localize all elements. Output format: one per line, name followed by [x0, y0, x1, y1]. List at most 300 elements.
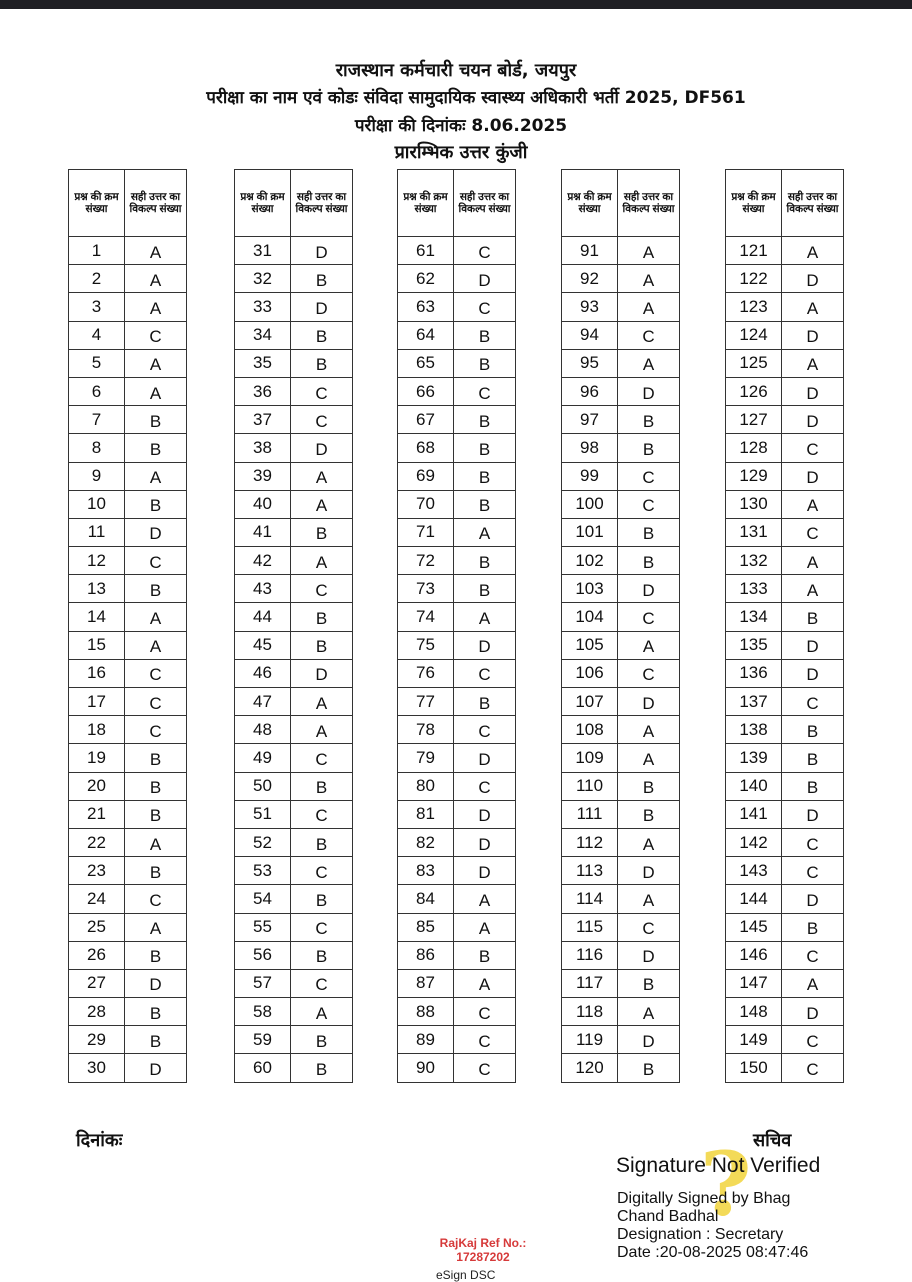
- correct-answer: [618, 293, 680, 321]
- question-number: 129: [726, 462, 782, 490]
- question-number: 20: [69, 772, 125, 800]
- question-number: 17: [69, 688, 125, 716]
- question-number: 96: [562, 377, 618, 405]
- question-number: 136: [726, 659, 782, 687]
- question-number: 92: [562, 265, 618, 293]
- correct-answer: [454, 293, 516, 321]
- question-number: 108: [562, 716, 618, 744]
- question-number: 131: [726, 518, 782, 546]
- correct-answer: [618, 969, 680, 997]
- answer-option: D: [806, 806, 819, 826]
- answer-option: B: [642, 1060, 655, 1080]
- exam-name-code: परीक्षा का नाम एवं कोडः संविदा सामुदायिक स्वास्थ्य अधिकारी भर्ती 2025, DF561: [206, 88, 746, 108]
- answer-option: C: [642, 496, 655, 516]
- table-row: [562, 631, 680, 659]
- correct-answer: [618, 434, 680, 462]
- answer-option: C: [478, 1003, 491, 1023]
- correct-answer: [454, 265, 516, 293]
- question-number: 133: [726, 575, 782, 603]
- question-number: 113: [562, 857, 618, 885]
- question-number: 16: [69, 659, 125, 687]
- correct-answer: [618, 237, 680, 265]
- table-row: [69, 349, 187, 377]
- question-number: 86: [398, 941, 454, 969]
- table-row: [235, 688, 353, 716]
- correct-answer: [291, 828, 353, 856]
- table-row: [562, 265, 680, 293]
- correct-answer: [454, 998, 516, 1026]
- table-row: [726, 772, 844, 800]
- table-row: [398, 941, 516, 969]
- answer-option: C: [315, 383, 328, 403]
- correct-answer: [618, 518, 680, 546]
- answer-option: A: [642, 242, 655, 262]
- question-number: 61: [398, 237, 454, 265]
- question-number: 54: [235, 885, 291, 913]
- question-number: 125: [726, 349, 782, 377]
- correct-answer: [618, 462, 680, 490]
- answer-table-4: [561, 169, 680, 1083]
- correct-answer: [291, 998, 353, 1026]
- correct-answer: [782, 293, 844, 321]
- question-number: 85: [398, 913, 454, 941]
- answer-option: C: [642, 919, 655, 939]
- table-row: [726, 518, 844, 546]
- table-row: [398, 406, 516, 434]
- correct-answer: [291, 349, 353, 377]
- question-number: 31: [235, 237, 291, 265]
- correct-answer: [618, 321, 680, 349]
- answer-option: B: [315, 1031, 328, 1051]
- question-number: 51: [235, 800, 291, 828]
- answer-option: B: [478, 580, 491, 600]
- question-number: 126: [726, 377, 782, 405]
- answer-option: D: [478, 834, 491, 854]
- correct-answer: [454, 237, 516, 265]
- answer-option: C: [149, 552, 162, 572]
- correct-answer: [291, 631, 353, 659]
- table-row: [726, 1054, 844, 1082]
- question-number: 134: [726, 603, 782, 631]
- table-row: [69, 885, 187, 913]
- question-number: 37: [235, 406, 291, 434]
- question-number: 12: [69, 547, 125, 575]
- question-number: 9: [69, 462, 125, 490]
- answer-option: D: [478, 749, 491, 769]
- correct-answer: [782, 406, 844, 434]
- correct-answer: [291, 772, 353, 800]
- question-number: 148: [726, 998, 782, 1026]
- question-number: 55: [235, 913, 291, 941]
- table-row: [726, 547, 844, 575]
- question-number: 117: [562, 969, 618, 997]
- answer-option: A: [642, 721, 655, 741]
- question-number: 23: [69, 857, 125, 885]
- table-row: [726, 603, 844, 631]
- question-number: 144: [726, 885, 782, 913]
- correct-answer: [454, 321, 516, 349]
- answer-option: C: [478, 383, 491, 403]
- table-row: [726, 688, 844, 716]
- answer-option: B: [149, 439, 162, 459]
- table-row: [726, 575, 844, 603]
- correct-answer: [782, 716, 844, 744]
- answer-option: C: [478, 778, 491, 798]
- answer-option: B: [315, 834, 328, 854]
- answer-option: B: [478, 947, 491, 967]
- table-row: [398, 377, 516, 405]
- correct-answer: [454, 349, 516, 377]
- table-row: [726, 998, 844, 1026]
- question-number: 36: [235, 377, 291, 405]
- exam-date: परीक्षा की दिनांकः 8.06.2025: [354, 116, 568, 136]
- correct-answer: [618, 913, 680, 941]
- table-row: [562, 800, 680, 828]
- table-row: [69, 800, 187, 828]
- answer-option: D: [315, 665, 328, 685]
- correct-answer: [618, 1054, 680, 1082]
- table-row: [398, 1054, 516, 1082]
- correct-answer: [125, 744, 187, 772]
- answer-option: D: [806, 327, 819, 347]
- question-number: 62: [398, 265, 454, 293]
- correct-answer: [618, 349, 680, 377]
- correct-answer: [782, 462, 844, 490]
- correct-answer: [291, 800, 353, 828]
- question-number: 107: [562, 688, 618, 716]
- answer-option: C: [149, 721, 162, 741]
- table-row: [726, 406, 844, 434]
- answer-option: D: [149, 1060, 162, 1080]
- answer-option: A: [806, 580, 819, 600]
- correct-answer: [782, 913, 844, 941]
- correct-answer: [782, 631, 844, 659]
- table-row: [235, 321, 353, 349]
- answer-option: B: [478, 552, 491, 572]
- signed-by-line-2: Chand Badhal: [617, 1208, 719, 1225]
- question-number: 106: [562, 659, 618, 687]
- table-row: [69, 237, 187, 265]
- question-number: 77: [398, 688, 454, 716]
- question-number: 59: [235, 1026, 291, 1054]
- answer-option: B: [806, 609, 819, 629]
- answer-option: C: [642, 327, 655, 347]
- question-number: 3: [69, 293, 125, 321]
- table-row: [726, 969, 844, 997]
- answer-option: A: [149, 298, 162, 318]
- table-row: [69, 575, 187, 603]
- answer-option: D: [149, 524, 162, 544]
- answer-option: D: [642, 862, 655, 882]
- question-number: 25: [69, 913, 125, 941]
- correct-answer: [618, 547, 680, 575]
- question-number: 90: [398, 1054, 454, 1082]
- answer-option: A: [315, 496, 328, 516]
- answer-option: A: [315, 552, 328, 572]
- table-row: [562, 237, 680, 265]
- correct-answer: [125, 434, 187, 462]
- table-row: [398, 434, 516, 462]
- designation: Designation : Secretary: [617, 1226, 784, 1243]
- table-row: [726, 913, 844, 941]
- table-row: [69, 688, 187, 716]
- table-row: [726, 800, 844, 828]
- answer-key-title: प्रारम्भिक उत्तर कुंजी: [394, 142, 528, 163]
- table-row: [398, 885, 516, 913]
- question-number: 69: [398, 462, 454, 490]
- table-row: [235, 998, 353, 1026]
- signature-status: Signature Not Verified: [616, 1154, 821, 1177]
- correct-answer: [291, 237, 353, 265]
- correct-answer: [454, 688, 516, 716]
- table-row: [562, 885, 680, 913]
- correct-answer: [454, 885, 516, 913]
- question-number: 102: [562, 547, 618, 575]
- correct-answer: [125, 998, 187, 1026]
- correct-answer: [618, 575, 680, 603]
- question-number: 146: [726, 941, 782, 969]
- answer-option: B: [642, 778, 655, 798]
- question-number: 121: [726, 237, 782, 265]
- question-number: 34: [235, 321, 291, 349]
- table-row: [398, 321, 516, 349]
- question-number: 53: [235, 857, 291, 885]
- table-row: [235, 575, 353, 603]
- table-row: [398, 349, 516, 377]
- answer-option: D: [806, 411, 819, 431]
- ref-label: RajKaj Ref No.:: [439, 1236, 527, 1250]
- answer-option: C: [806, 693, 819, 713]
- correct-answer: [618, 772, 680, 800]
- correct-answer: [291, 434, 353, 462]
- answer-option: A: [149, 383, 162, 403]
- answer-option: C: [315, 580, 328, 600]
- correct-answer: [454, 406, 516, 434]
- correct-answer: [291, 377, 353, 405]
- answer-option: B: [642, 975, 655, 995]
- answer-option: A: [806, 552, 819, 572]
- question-number: 103: [562, 575, 618, 603]
- correct-answer: [782, 998, 844, 1026]
- table-row: [726, 828, 844, 856]
- answer-option: B: [149, 580, 162, 600]
- answer-option: C: [478, 298, 491, 318]
- correct-answer: [291, 941, 353, 969]
- correct-answer: [782, 518, 844, 546]
- table-row: [398, 772, 516, 800]
- correct-answer: [291, 321, 353, 349]
- signed-by-line-1: Digitally Signed by Bhag: [617, 1190, 791, 1207]
- table-row: [726, 1026, 844, 1054]
- question-number: 95: [562, 349, 618, 377]
- question-number: 27: [69, 969, 125, 997]
- question-number: 65: [398, 349, 454, 377]
- table-row: [398, 716, 516, 744]
- correct-answer: [125, 490, 187, 518]
- question-number: 89: [398, 1026, 454, 1054]
- answer-option: B: [149, 947, 162, 967]
- question-number: 6: [69, 377, 125, 405]
- correct-answer: [454, 575, 516, 603]
- question-number: 114: [562, 885, 618, 913]
- correct-answer-header: सही उत्तर का विकल्प संख्या: [291, 170, 353, 237]
- answer-option: A: [315, 468, 328, 488]
- question-number: 67: [398, 406, 454, 434]
- answer-option: A: [806, 975, 819, 995]
- correct-answer-header: सही उत्तर का विकल्प संख्या: [618, 170, 680, 237]
- correct-answer: [618, 659, 680, 687]
- question-number: 112: [562, 828, 618, 856]
- question-number: 74: [398, 603, 454, 631]
- answer-option: C: [149, 693, 162, 713]
- correct-answer: [782, 969, 844, 997]
- question-number: 46: [235, 659, 291, 687]
- question-number: 76: [398, 659, 454, 687]
- question-number: 99: [562, 462, 618, 490]
- question-number-header: प्रश्न की क्रम संख्या: [398, 170, 454, 237]
- answer-option: D: [642, 947, 655, 967]
- table-row: [398, 265, 516, 293]
- table-row: [69, 434, 187, 462]
- table-row: [235, 716, 353, 744]
- answer-option: C: [642, 468, 655, 488]
- correct-answer: [125, 603, 187, 631]
- table-row: [562, 293, 680, 321]
- answer-option: B: [806, 749, 819, 769]
- question-number: 47: [235, 688, 291, 716]
- answer-option: A: [642, 834, 655, 854]
- answer-option: B: [149, 862, 162, 882]
- question-number: 8: [69, 434, 125, 462]
- answer-option: A: [806, 355, 819, 375]
- table-row: [398, 913, 516, 941]
- answer-option: D: [315, 242, 328, 262]
- correct-answer: [291, 406, 353, 434]
- correct-answer: [782, 321, 844, 349]
- answer-option: B: [806, 778, 819, 798]
- answer-option: A: [478, 609, 491, 629]
- correct-answer: [125, 800, 187, 828]
- correct-answer: [782, 547, 844, 575]
- question-number: 124: [726, 321, 782, 349]
- document-header: [0, 58, 912, 166]
- table-row: [562, 688, 680, 716]
- correct-answer: [125, 547, 187, 575]
- table-row: [235, 293, 353, 321]
- question-number: 43: [235, 575, 291, 603]
- correct-answer: [618, 406, 680, 434]
- answer-option: B: [315, 637, 328, 657]
- question-number: 2: [69, 265, 125, 293]
- answer-option: A: [315, 693, 328, 713]
- table-row: [235, 1054, 353, 1082]
- answer-option: D: [315, 298, 328, 318]
- question-number: 149: [726, 1026, 782, 1054]
- correct-answer: [291, 744, 353, 772]
- table-row: [398, 744, 516, 772]
- question-number: 72: [398, 547, 454, 575]
- table-row: [398, 800, 516, 828]
- question-number: 14: [69, 603, 125, 631]
- correct-answer: [291, 857, 353, 885]
- correct-answer: [618, 603, 680, 631]
- question-number: 24: [69, 885, 125, 913]
- question-number: 18: [69, 716, 125, 744]
- answer-option: B: [149, 1003, 162, 1023]
- correct-answer: [125, 377, 187, 405]
- correct-answer: [454, 772, 516, 800]
- correct-answer: [291, 547, 353, 575]
- correct-answer: [782, 857, 844, 885]
- answer-option: B: [149, 411, 162, 431]
- table-row: [69, 857, 187, 885]
- table-row: [235, 490, 353, 518]
- table-row: [69, 716, 187, 744]
- question-number: 7: [69, 406, 125, 434]
- table-row: [69, 462, 187, 490]
- question-number: 110: [562, 772, 618, 800]
- correct-answer: [291, 462, 353, 490]
- answer-option: C: [315, 806, 328, 826]
- table-row: [69, 659, 187, 687]
- table-row: [562, 857, 680, 885]
- question-number: 93: [562, 293, 618, 321]
- table-row: [562, 518, 680, 546]
- question-number: 91: [562, 237, 618, 265]
- question-number: 56: [235, 941, 291, 969]
- correct-answer: [782, 575, 844, 603]
- correct-answer: [291, 659, 353, 687]
- correct-answer: [618, 265, 680, 293]
- table-row: [398, 828, 516, 856]
- correct-answer: [454, 434, 516, 462]
- answer-option: A: [642, 637, 655, 657]
- table-row: [235, 659, 353, 687]
- answer-option: D: [806, 1003, 819, 1023]
- question-number: 109: [562, 744, 618, 772]
- question-number: 26: [69, 941, 125, 969]
- answer-option: C: [642, 665, 655, 685]
- table-row: [562, 434, 680, 462]
- question-number: 84: [398, 885, 454, 913]
- correct-answer: [291, 518, 353, 546]
- answer-option: D: [806, 665, 819, 685]
- table-row: [726, 462, 844, 490]
- answer-option: D: [806, 890, 819, 910]
- table-row: [69, 998, 187, 1026]
- answer-option: C: [478, 665, 491, 685]
- correct-answer: [618, 998, 680, 1026]
- correct-answer: [125, 237, 187, 265]
- question-number: 10: [69, 490, 125, 518]
- question-number: 81: [398, 800, 454, 828]
- question-number-header: प्रश्न की क्रम संख्या: [69, 170, 125, 237]
- question-number: 66: [398, 377, 454, 405]
- table-row: [398, 998, 516, 1026]
- correct-answer-header: सही उत्तर का विकल्प संख्या: [782, 170, 844, 237]
- answer-option: A: [149, 468, 162, 488]
- answer-option: B: [478, 355, 491, 375]
- answer-option: A: [806, 298, 819, 318]
- table-row: [726, 321, 844, 349]
- esign-label: eSign DSC: [436, 1268, 496, 1282]
- answer-option: B: [315, 270, 328, 290]
- answer-option: B: [642, 552, 655, 572]
- question-number: 35: [235, 349, 291, 377]
- correct-answer: [454, 1026, 516, 1054]
- question-number: 63: [398, 293, 454, 321]
- correct-answer: [291, 490, 353, 518]
